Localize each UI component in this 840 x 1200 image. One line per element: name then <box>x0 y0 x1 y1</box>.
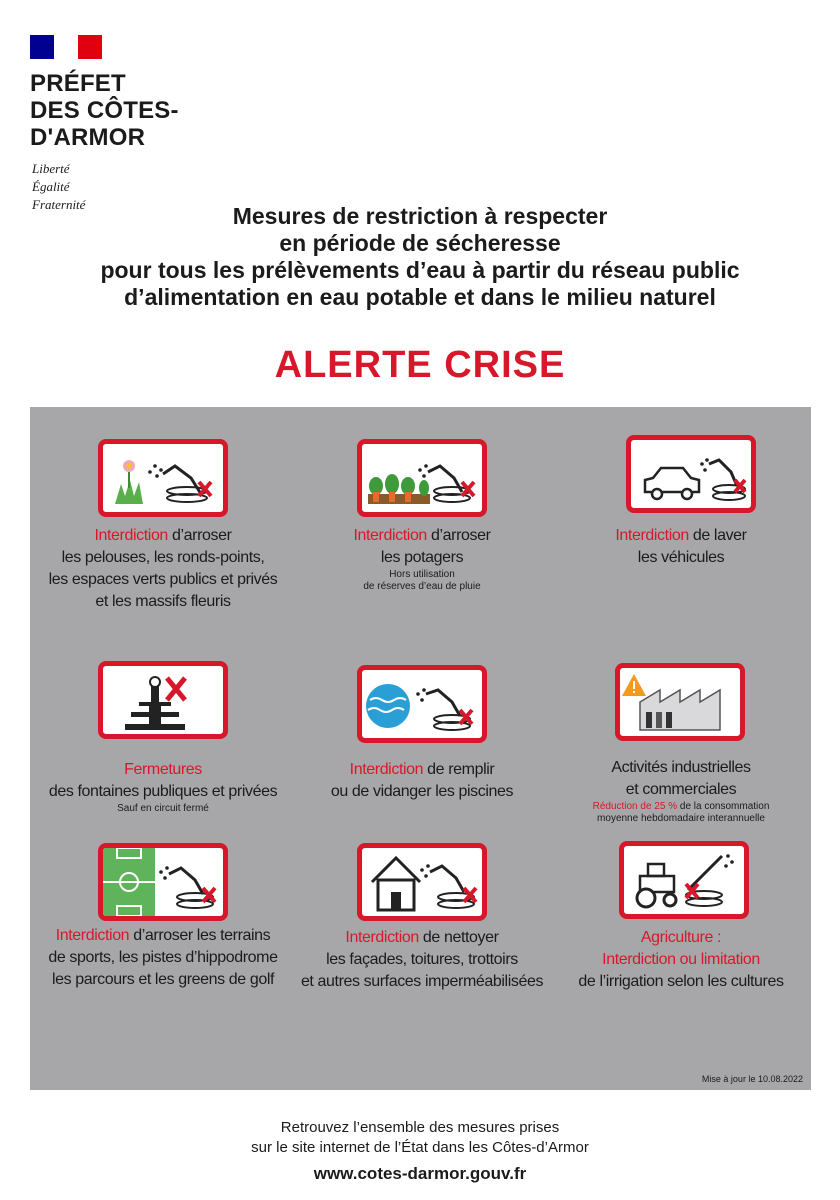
measure-note: de réserves d’eau de pluie <box>363 581 481 592</box>
measure-line: les pelouses, les ronds-points, <box>61 549 265 566</box>
measure-label: d’arroser <box>167 527 232 544</box>
title-line: en période de sécheresse <box>279 230 561 256</box>
measure-note-red: Réduction de 25 % <box>592 801 678 812</box>
measure-line: les véhicules <box>637 549 725 566</box>
measure-red-label: Fermetures <box>124 761 202 778</box>
measure-text <box>551 927 811 993</box>
measure-text <box>551 757 811 825</box>
devise-line: Fraternité <box>32 197 86 212</box>
measure-red-label: Interdiction <box>94 527 168 544</box>
sports-field-icon <box>98 843 228 921</box>
measure-line: et autres surfaces imperméabilisées <box>300 973 544 990</box>
measure-line: ou de vidanger les piscines <box>330 783 514 800</box>
measure-text <box>551 525 811 569</box>
measure-note: Sauf en circuit fermé <box>117 803 209 814</box>
prefet-line: D'ARMOR <box>30 124 146 151</box>
measure-line: les espaces verts publics et privés <box>48 571 278 588</box>
measure-line: de l’irrigation selon les cultures <box>578 973 784 990</box>
measure-line: et commerciales <box>625 781 737 798</box>
measure-text <box>292 525 552 593</box>
devise-line: Égalité <box>32 179 70 194</box>
update-note: Mise à jour le 10.08.2022 <box>701 1074 803 1084</box>
measure-red-line: Interdiction ou limitation <box>602 951 760 968</box>
measure-label: Activités industrielles <box>611 759 751 776</box>
title-line: Mesures de restriction à respecter <box>232 203 608 229</box>
vegetable-garden-icon <box>357 439 487 517</box>
measure-line: les potagers <box>380 549 464 566</box>
measure-text <box>33 525 293 613</box>
prefet-title <box>30 70 179 151</box>
agriculture-icon <box>619 841 749 919</box>
measure-line: et les massifs fleuris <box>95 593 231 610</box>
measure-label: de laver <box>688 527 747 544</box>
footer <box>0 1118 840 1184</box>
house-cleaning-icon <box>357 843 487 921</box>
measure-red-label: Interdiction <box>349 761 424 778</box>
measure-text <box>33 759 293 815</box>
measure-note <box>551 801 811 813</box>
fountain-icon <box>98 661 228 739</box>
measure-note: Hors utilisation <box>389 569 455 580</box>
republic-flag-logo <box>30 35 102 59</box>
measure-line: les façades, toitures, trottoirs <box>326 951 518 968</box>
alert-level: ALERTE CRISE <box>274 344 566 386</box>
measure-line: des fontaines publiques et privées <box>48 783 278 800</box>
measure-note-rest: de la consommation <box>677 801 770 812</box>
measure-note: moyenne hebdomadaire interannuelle <box>597 813 765 824</box>
measure-label: de nettoyer <box>418 929 499 946</box>
prefet-line: DES CÔTES- <box>30 97 179 124</box>
measure-red-label: Interdiction <box>615 527 689 544</box>
page-title <box>0 203 840 311</box>
measure-red-label: Interdiction <box>55 927 130 944</box>
lawn-watering-icon <box>98 439 228 517</box>
car-washing-icon <box>626 435 756 513</box>
measures-panel <box>30 407 811 1090</box>
footer-line: Retrouvez l’ensemble des mesures prises <box>280 1119 560 1136</box>
measure-line: de sports, les pistes d’hippodrome <box>48 949 278 966</box>
prefet-line: PRÉFET <box>30 70 126 97</box>
footer-line: sur le site internet de l’État dans les Côtes-d’Armor <box>251 1139 589 1156</box>
measure-label: de remplir <box>423 761 495 778</box>
measure-line: les parcours et les greens de golf <box>51 971 275 988</box>
measure-red-label: Agriculture : <box>640 929 722 946</box>
website-link[interactable]: www.cotes-darmor.gouv.fr <box>313 1164 527 1183</box>
measure-text <box>292 927 552 993</box>
industry-icon <box>615 663 745 741</box>
measure-text <box>33 925 293 991</box>
measure-red-label: Interdiction <box>345 929 419 946</box>
title-line: pour tous les prélèvements d’eau à partir du réseau public <box>100 257 740 283</box>
measure-red-label: Interdiction <box>353 527 427 544</box>
measure-text <box>292 759 552 803</box>
measure-label: d’arroser les terrains <box>129 927 271 944</box>
devise-line: Liberté <box>32 161 70 176</box>
pool-icon <box>357 665 487 743</box>
title-line: d’alimentation en eau potable et dans le milieu naturel <box>124 284 716 310</box>
measure-label: d’arroser <box>426 527 491 544</box>
